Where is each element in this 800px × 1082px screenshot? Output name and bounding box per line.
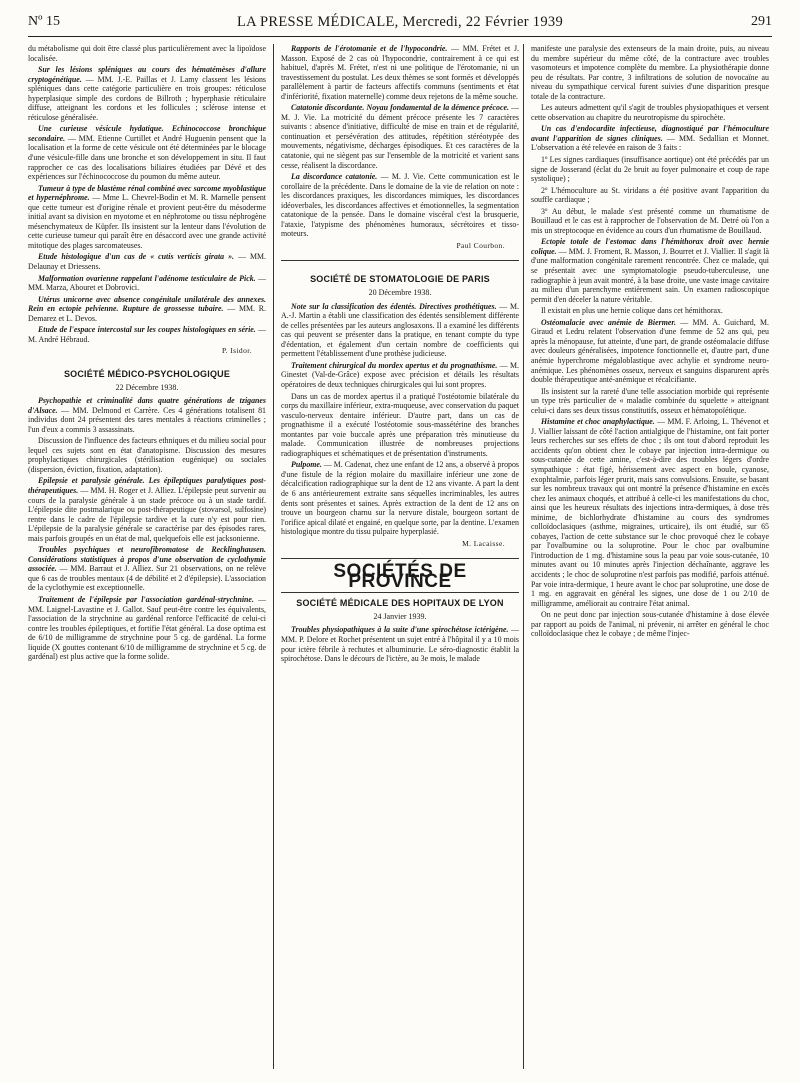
article-title: Traitement de l'épilepsie par l'association gardénal-strychnine. — [38, 594, 254, 604]
section-date: 24 Janvier 1939. — [373, 611, 427, 621]
article-text: — MM. J.-E. Paillas et J. Lamy classent les lésions spléniques dans cette catégorie particulière en trois groupes: réticulose hyperplasique simple des cordons de Billroth ; hyperphasie réticulaire diffuse, atteignant les cordons et les follicules ; sclérose intense et réticulose généralisée. — [28, 74, 266, 122]
article-text: — MM. Frétet et J. Masson. Exposé de 2 cas où l'hypocondrie, contrairement à ce qui est habituel, d'après M. Frétet, n'est ni une politique de l'érotomanie, ni un travestissement du postulat. Les deux thèmes se sont formés et développés parallèlement à partir de facteurs affectifs communs (sentiments et état d'infériorité, fixation maternelle) comme deux rejetons de la même souche. — [281, 44, 519, 101]
article-text: — MM. J. Froment, R. Masson, J. Bourret et J. Viallier. Il s'agit là d'une malformation congénitale rarement rencontrée. Chez ce malade, qui se présentait avec une symptomatologie pseudo-tuberculeuse, une radiographie à jeun avait montré, à la base droite, une vaste image cavitaire au milieu d'un parenchyme entièrement sain. Un examen radioscopique permit d'en déceler la nature véritable. — [531, 246, 769, 304]
article-title: Utérus unicorne avec absence congénitale unilatérale des annexes. Rein en ectopie pelvienne. Rupture de grossesse tubaire. — [28, 294, 266, 314]
major-heading: SOCIÉTÉS DE PROVINCE — [333, 561, 467, 592]
article-title: Etude histologique d'un cas de « cutis verticis girata ». — [38, 252, 235, 262]
article-title: Rapports de l'érotomanie et de l'hypocondrie. — [291, 44, 448, 53]
article — [28, 274, 266, 293]
article-title: Tumeur à type de blastème rénal combiné avec sarcome myoblastique et hypernéphrome. — [28, 183, 266, 203]
article-title: Pulpome. — [291, 460, 322, 470]
article-text: — MM. Marza, Abouret et Dobrovici. — [28, 273, 266, 293]
article — [531, 417, 769, 608]
article — [28, 184, 266, 251]
article-title: Epilepsie et paralysie générale. Les épileptiques paralytiques post-thérapeutiques. — [28, 476, 266, 495]
paragraph: du métabolisme qui doit être classé plus particulièrement avec la lipoïdose localisée. — [28, 44, 266, 63]
divider — [281, 260, 519, 261]
article-text: — M. A.-J. Martin a établi une classification des édentés sensiblement différente de celles présentées par les auteurs anglosaxons. Il a examiné les différents cas qui peuvent se présenter dans la pratique, en tenant compte du type d'édentation, et également d'un certain nombre de coefficients qui permettent l'établissement d'une prothèse judicieuse. — [281, 301, 519, 359]
article — [28, 595, 266, 662]
article-title: Ectopie totale de l'estomac dans l'hémithorax droit avec hernie colique. — [531, 237, 769, 256]
article-title: Malformation ovarienne rappelant l'adénome testiculaire de Pick. — [38, 273, 256, 283]
article — [281, 172, 519, 239]
column-middle — [281, 44, 519, 1074]
article-title: Note sur la classification des édentés. Directives prothétiques. — [291, 301, 497, 311]
divider — [281, 592, 519, 593]
article — [28, 476, 266, 543]
article-text: — Mme L. Chevrel-Bodin et M. R. Marnelle pensent que cette tumeur est d'origine rénale et provient peut-être du mésoderme initial avant sa division en myotome et en néphrotome ou tissu néphrogène mésenchymateux de Küpfer. Ils insistent sur la lenteur dans l'évolution de cette curieuse tumeur qui paraît être en désaccord avec une grande activité mitotique des plages sarcomateuses. — [28, 193, 266, 250]
article-title: Traitement chirurgical du mordex apertus et du prognathisme. — [291, 360, 498, 370]
page-number: 291 — [751, 14, 772, 29]
paragraph: Dans un cas de mordex apertus il a pratiqué l'ostéotomie bilatérale du corps du maxillaire inférieur, extra-muqueuse, avec conservation du paquet vasculo-nerveux dentaire inférieur. D'autre part, dans un cas de prognathisme il a exécuté l'ostéotomie sous-massétérine des branches montantes par voie buccale après une préparation très minutieuse du malade. Communication illustrée de nombreuses projections radiographiques et schématiques et de présentation d'instruments. — [281, 391, 519, 458]
paragraph: Il existait en plus une hernie colique dans cet hémithorax. — [541, 306, 723, 316]
column-divider — [523, 44, 524, 1069]
article-text: — M. Ginestet (Val-de-Grâce) expose avec précision et détails les résultats opératoires de deux techniques chirurgicales qui lui sont propres. — [281, 360, 519, 389]
article — [28, 124, 266, 181]
divider — [281, 558, 519, 559]
journal-title: LA PRESSE MÉDICALE, Mercredi, 22 Février 1939 — [236, 14, 564, 30]
article — [281, 302, 519, 359]
article — [531, 124, 769, 153]
article-text: — MM. R. Demarez et L. Devos. — [28, 304, 266, 323]
paragraph: Les auteurs admettent qu'il s'agit de troubles physiopathiques et versent cette observation au chapitre du neurotropisme du spirochète. — [531, 103, 769, 122]
article-text: — MM. Sedallian et Monnet. L'observation a été relevée en raison de 3 faits : — [531, 133, 769, 153]
section-date: 20 Décembre 1938. — [368, 288, 432, 298]
article-text: — MM. P. Delore et Rochet présentent un sujet entré à l'hôpital il y a 10 mois pour ictère fébrile à rechutes et albuminurie. Le séro-diagnostic établit la spirochétose. Dans le décours de l'ictère, au 3e mois, le malade — [281, 625, 519, 664]
section-title: SOCIÉTÉ MÉDICO-PSYCHOLOGIQUE — [63, 368, 231, 379]
article — [281, 625, 519, 663]
paragraph: Discussion de l'influence des facteurs ethniques et du milieu social pour lequel ces sujets sont en état d'anatopisme. Discussion des mesures prophylactiques chirurgicales (stérilisation eugénique) ou sociales (dispersion, éviction, fixation, adaptation). — [28, 436, 266, 474]
section-title: SOCIÉTÉ DE STOMATOLOGIE DE PARIS — [310, 274, 490, 285]
article — [28, 295, 266, 324]
issue-number: Nº 15 — [28, 14, 60, 29]
author-signature: Paul Courbon. — [456, 240, 505, 250]
section-title: SOCIÉTÉ MÉDICALE DES HOPITAUX DE LYON — [296, 598, 504, 609]
article-text: — MM. F. Arloing, L. Thévenot et J. Viallier laissant de côté l'action antialgique de l'histamine, ont fait porter leurs recherches sur ses effets de choc ; ils ont tout d'abord reproduit les accidents qu'on obtient chez le cobaye par injection intra-dermique ou sous-cutanée de cette amine, c'est-à-dire des troubles légers d'ordre sympathique : état figé, hérissement avec aspect en boule, cyanose, exophtalmie, parfois léger prurit, mais sans convulsions. Ensuite, se basant sur les nombreux travaux qui ont montré la présence d'histamine en excès chez les animaux choqués, et attribué à celle-ci les manifestations du choc, ainsi que les heureux résultats des injections intra-dermiques, à dose très minime, de bichlorhydrate d'histamine au cours des syndromes colloïdoclasiques (asthme, migraines, urticaire), ils ont étudié, sur 65 cobayes, l'action de cette substance sur le choc provoqué chez le cobaye par l'ovalbumine ou la soluprotine. Pour le choc par ovalbumine l'introduction de 1 mg. d'histamine sous la peau par voie sous-cutanée, 10 minutes avant ou 10 minutes après l'injection déchaînante, aggrave les accidents ; le choc de soluprotine n'est parfois pas modifié, parfois atténué. Par voie intra-dermique, 1 heure avant le choc par soluprotine, une dose de 1 mg. en aggravait en général les signes, une dose de 1 ou 2/10 de milligramme, améliorait au contraire l'état animal. — [531, 417, 769, 608]
article-text: — M. J. Vie. La motricité du dément précoce présente les 7 caractères suivants : absence d'initiative, difficulté de mise en train et de régularité, continuation et persévération des attitudes, répétition stéréotypée des mouvements, négativisme, décharges épisodiques. Et ces caractères de la catatonie, qui ne siègent pas sur l'ensemble de la motricité et varient sans cesse, réalisent la discordance. — [281, 103, 519, 170]
article — [28, 252, 266, 271]
paragraph: manifeste une paralysie des extenseurs de la main droite, puis, au niveau du membre supérieur du même côté, de la contracture avec troubles vasomoteurs et impotence complète du membre. La physiothérapie donne peu de résultats. Par contre, 3 infiltrations de solution de novocaïne au niveau du sympathique cervical furent suivies d'une disparition presque totale de la contracture. — [531, 44, 769, 101]
article-title: Catatonie discordante. Noyau fondamental de la démence précoce. — [291, 103, 509, 113]
article-text: — MM. Delmond et Carrère. Ces 4 générations totalisent 81 individus dont 24 présentent des tares mentales à réactions criminelles ; l'un d'eux a commis 3 assassinats. — [28, 405, 266, 434]
article-text: — MM. Laignel-Lavastine et J. Gallot. Sauf peut-être contre les équivalents, l'association de la strychnine au gardénal renforce l'efficacité de celui-ci contre les troubles épileptiques, et fortifie l'état général. La dose optima est de 6/10 de milligramme de strychnine pour 5 cg. de gardénal. La forme liquide (X gouttes contenant 6/10 de milligramme de strychnine et 5 cg. de gardénal) est plus active que la forme solide. — [28, 594, 266, 662]
article-title: Troubles psychiques et neurofibromatose de Recklinghausen. Considérations statistiques à propos d'une observation de cyclothymie associée. — [28, 545, 266, 574]
article-title: Ostéomalacie avec anémie de Biermer. — [541, 317, 676, 327]
column-right — [531, 44, 769, 1074]
column-left — [28, 44, 266, 1074]
article-title: Histamine et choc anaphylactique. — [541, 417, 655, 427]
page-header — [28, 14, 772, 37]
article-text: — MM. Etienne Curtillet et André Huguenin pensent que la localisation et la forme de cette vésicule ont été déterminées par le blocage d'une vésicule-fille dans une bronche et son développement in situ. Il faut rapprocher ce cas des localisations biliaires étudiées par Dévé et des expériences sur l'échinococcose du poumon du même auteur. — [28, 133, 266, 182]
list-item: 3º Au début, le malade s'est présenté comme un rhumatisme de Bouillaud et le cas est à rapprocher de l'observation de M. Detré où l'on a mis un streptocoque en évidence au cours d'un rhumatisme de Bouillaud. — [531, 206, 769, 235]
article-title: Psychopathie et criminalité dans quatre générations de tziganes d'Alsace. — [28, 396, 266, 415]
article-text: — M. Cadenat, chez une enfant de 12 ans, a observé à propos d'une fistule de la région molaire du maxillaire inférieur une zone de décalcification radiographique sur la dent de 12 ans vivante. A part la dent de 6 ans antérieurement extraite sans séquelles incriminables, les autres dents sont présentes et saines. Après extraction de la dent de 12 ans on trouve un bourgeon charnu sur la nervure distale, bourgeon sortant de l'orifice apical dilaté et engainé, en quelque sorte, par la dentine. L'examen histologique montre du tissu pulpaire hyperplasié. — [281, 460, 519, 537]
article-text: — MM. H. Roger et J. Alliez. L'épilepsie peut survenir au cours de la paralysie générale à un stade précoce ou à un stade tardif. L'épilepsie dite postmalarique ou post-thérapeutique (stovarsol, sulfosine) rentre dans le cadre de l'épilepsie tardive et la cure n'y est pour rien. L'épilepsie de la paralysie générale se caractérise par des épisodes rares, mais parfois groupés en un état de mal, quelquefois elle est jacksonienne. — [28, 485, 266, 543]
author-signature: P. Isidor. — [221, 346, 252, 356]
section-date: 22 Décembre 1938. — [115, 382, 179, 392]
column-divider — [273, 44, 274, 1069]
article — [281, 460, 519, 536]
article — [281, 361, 519, 390]
article — [28, 396, 266, 434]
article-text: — M. André Hébraud. — [28, 325, 266, 344]
article-title: Un cas d'endocardite infectieuse, diagnostiqué par l'hémoculture avant l'apparition de signes cliniques. — [531, 124, 769, 143]
article-text: — MM. Delaunay et Driessens. — [28, 252, 266, 272]
article-text: — MM. Barraut et J. Alliez. Sur 21 observations, on ne relève que 6 cas de troubles mentaux (4 de débilité et 2 d'épilepsie). L'association de la cyclothymie est exceptionnelle. — [28, 564, 266, 593]
article — [531, 318, 769, 385]
list-item: 1º Les signes cardiaques (insuffisance aortique) ont été précédés par un signe de Josserand (éclat du 2e bruit au foyer pulmonaire et coup de rape systolique) ; — [531, 155, 769, 184]
article-title: Etude de l'espace intercostal sur les coupes histologiques en série. — [38, 325, 256, 335]
article — [28, 545, 266, 593]
paragraph: On ne peut donc par injection sous-cutanée d'histamine à dose élevée par rapport au poids de l'animal, ni prévenir, ni arrêter en général le choc colloïdoclasique chez le cobaye ; de même l'injec- — [531, 610, 769, 639]
list-item: 2º L'hémoculture au St. viridans a été positive avant l'apparition du souffle cardiaque ; — [531, 185, 769, 205]
article-title: Troubles physiopathiques à la suite d'une spirochétose ictérigène. — [291, 625, 509, 635]
article-text: — M. J. Vie. Cette communication est le corollaire de la précédente. Dans le domaine de la vie de relation on note : les discordances praxiques, les discordances mimiques, les discordances idéoverbales, les discordances affectives et émotionnelles, la segmentation catatonique de la pensée. Dans le domaine viscéral c'est la brusquerie, l'ataxie, l'atypisme des phénomènes humoraux, sécrétoires et tisso-moteurs. — [281, 172, 519, 239]
article-title: Une curieuse vésicule hydatique. Echinococcose bronchique secondaire. — [28, 124, 266, 143]
article — [281, 103, 519, 170]
author-signature: M. Lacaisse. — [462, 538, 505, 548]
paragraph: Ils insistent sur la rareté d'une telle association morbide qui représente un type très particulier de « maladie combinée du squelette » atteignant celui-ci dans ses deux tissus constitutifs, osseux et hématopoïétique. — [531, 386, 769, 415]
article-text: — MM. A. Guichard, M. Giraud et Ledru relatent l'observation d'une femme de 52 ans qui, peu après la ménopause, fut atteinte, d'une part, de grande ostéomalacie diffuse avec douleurs généralisées, impotence fonctionnelle et, d'autre part, d'une anémie hyperchrome mégaloblastique avec achylie et syndrome neuro-anémique. Les phénomènes osseux, nerveux et sanguins disparurent après double thérapeutique anté-anémique et récalcifiante. — [531, 317, 769, 385]
article-title: Sur les lésions spléniques au cours des hématémèses d'allure cryptogénétique. — [28, 65, 266, 84]
article — [28, 325, 266, 344]
article — [281, 44, 519, 101]
article — [28, 65, 266, 122]
article — [531, 237, 769, 304]
article-title: La discordance catatonie. — [291, 172, 378, 182]
